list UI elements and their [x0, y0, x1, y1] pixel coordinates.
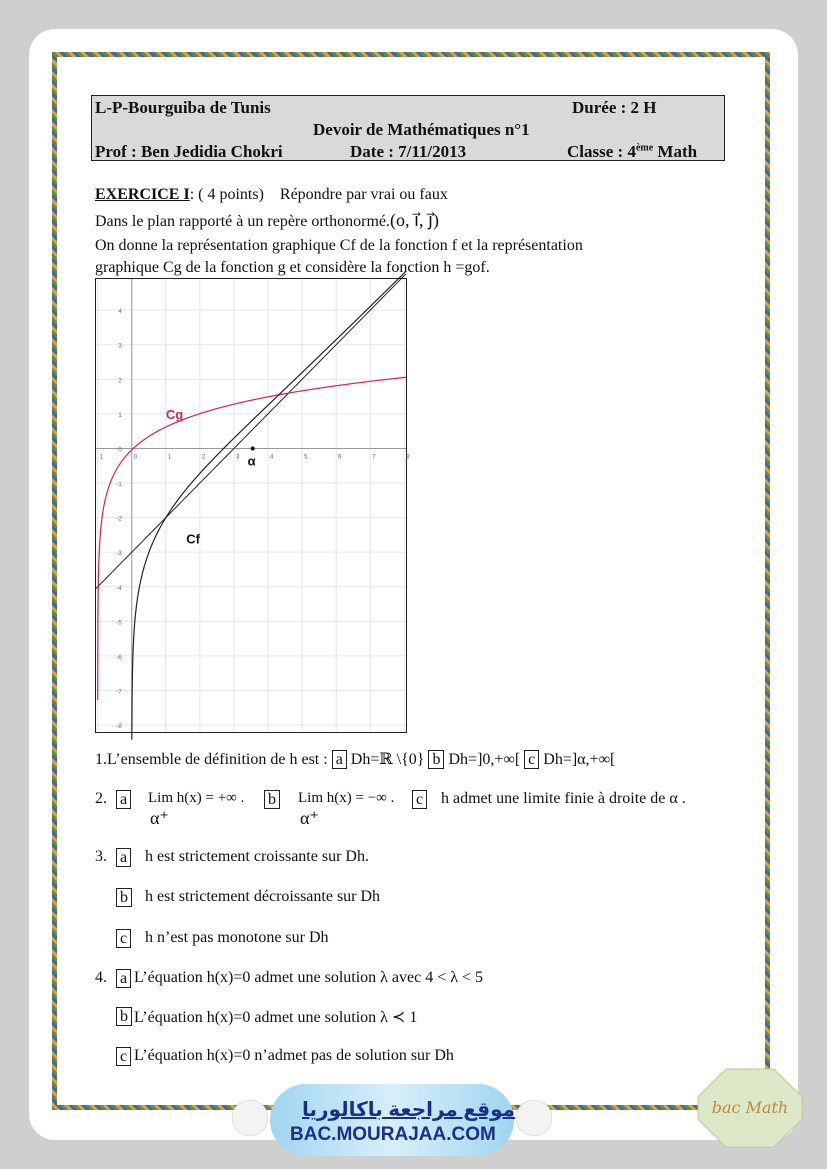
q2-choice-a-sub: α⁺	[150, 808, 169, 828]
y-tick-label: -5	[116, 620, 122, 627]
curve-cf	[132, 271, 406, 739]
y-tick-label: 4	[118, 309, 122, 316]
x-tick-label: 7	[372, 454, 376, 461]
site-url[interactable]: BAC.MOURAJAA.COM	[290, 1124, 496, 1145]
x-tick-label: 3	[235, 454, 240, 461]
q1-choice-b-box[interactable]: b	[428, 750, 444, 769]
graph-svg	[96, 279, 410, 732]
y-tick-label: 2	[118, 378, 122, 385]
q2-choice-c: h admet une limite finie à droite de α .	[441, 790, 686, 807]
q3-choice-b: h est strictement décroissante sur Dh	[145, 888, 381, 905]
question-3-number: 3.	[95, 848, 107, 865]
q2-choice-a: Lim h(x) = +∞ .	[148, 790, 245, 806]
y-tick-label: 0	[118, 447, 122, 454]
x-tick-label: 1	[167, 454, 172, 461]
x-tick-label: 6	[338, 454, 342, 461]
question-2-number: 2.	[95, 790, 107, 807]
x-tick-label: 0	[133, 454, 138, 461]
q2-choice-b-box[interactable]: b	[264, 790, 280, 809]
intro-line-3: graphique Cg de la fonction g et considère la fonction h =gof.	[95, 259, 490, 276]
q3-choice-c-box[interactable]: c	[116, 929, 131, 948]
x-tick-label: 1	[99, 454, 104, 461]
q1-choice-b: Dh=]0,+∞[	[448, 751, 521, 768]
q1-choice-a: Dh=ℝ \{0}	[350, 751, 425, 768]
x-tick-label: 4	[270, 454, 274, 461]
q3-choice-c: h n’est pas monotone sur Dh	[145, 929, 329, 946]
function-graph	[95, 278, 410, 733]
school-name: L-P-Bourguiba de Tunis	[95, 98, 271, 117]
q3-choice-a-box[interactable]: a	[116, 848, 131, 867]
y-tick-label: -7	[116, 689, 122, 696]
q2-choice-a-box[interactable]: a	[116, 790, 131, 809]
asymptote-line	[96, 274, 406, 589]
y-tick-label: -4	[116, 585, 122, 592]
label-cf: Cf	[186, 531, 200, 547]
x-tick-label: 2	[201, 454, 206, 461]
q1-choice-c-box[interactable]: c	[524, 750, 539, 769]
class-label: Classe : 4ème Math	[567, 142, 698, 161]
exam-date: Date : 7/11/2013	[350, 142, 467, 161]
intro-line-2: On donne la représentation graphique Cf de la fonction f et la représentation	[95, 237, 583, 254]
q4-choice-a-box[interactable]: a	[116, 969, 131, 988]
q3-choice-b-box[interactable]: b	[116, 888, 132, 907]
q2-choice-b-sub: α⁺	[300, 808, 319, 828]
document-title: Devoir de Mathématiques n°1	[313, 120, 530, 139]
left-logo-icon	[232, 1100, 268, 1136]
intro-line-1: Dans le plan rapporté à un repère orthonormé.(o, i⃗, j⃗)	[95, 210, 439, 230]
y-tick-label: 3	[118, 343, 122, 350]
label-cg: Cg	[165, 407, 184, 423]
site-name-arabic[interactable]: موقع مراجعة باكالوريا	[302, 1099, 516, 1121]
y-tick-label: 1	[118, 412, 122, 419]
duration: Durée : 2 H	[572, 98, 657, 117]
q4-choice-b-box[interactable]: b	[116, 1007, 132, 1026]
q1-choice-c: Dh=]α,+∞[	[543, 751, 616, 768]
q4-choice-a: L’équation h(x)=0 admet une solution λ avec 4 < λ < 5	[134, 969, 484, 986]
q2-choice-c-box[interactable]: c	[412, 790, 427, 809]
y-tick-label: -1	[116, 482, 122, 489]
x-tick-label: 8	[406, 454, 410, 461]
question-4-number: 4.	[95, 969, 107, 986]
q4-choice-b: L’équation h(x)=0 admet une solution λ ≺ 1	[134, 1009, 418, 1026]
q2-choice-b: Lim h(x) = −∞ .	[298, 790, 395, 806]
curve-cg	[98, 377, 406, 700]
x-tick-label: 5	[304, 454, 308, 461]
label-alpha: α	[247, 453, 256, 469]
right-logo-icon	[516, 1100, 552, 1136]
question-1: 1.L’ensemble de définition de h est : a Dh=ℝ \{0} b Dh=]0,+∞[ c Dh=]α,+∞[	[95, 751, 616, 768]
q4-choice-c: L’équation h(x)=0 n’admet pas de solution sur Dh	[134, 1047, 454, 1064]
exercise-heading: EXERCICE I: ( 4 points) Répondre par vrai ou faux	[95, 186, 448, 203]
q3-choice-a: h est strictement croissante sur Dh.	[145, 848, 369, 865]
q1-choice-a-box[interactable]: a	[332, 750, 347, 769]
alpha-point	[251, 446, 255, 450]
y-tick-label: -3	[116, 551, 122, 558]
y-tick-label: -6	[116, 654, 122, 661]
repere-notation: (o, i⃗, j⃗)	[390, 210, 439, 230]
q4-choice-c-box[interactable]: c	[116, 1047, 131, 1066]
bac-math-logo-text: bac Math	[711, 1098, 789, 1117]
y-tick-label: -2	[116, 516, 122, 523]
teacher-name: Prof : Ben Jedidia Chokri	[95, 142, 283, 161]
y-tick-label: -8	[116, 724, 122, 731]
bac-math-logo	[696, 1067, 804, 1149]
